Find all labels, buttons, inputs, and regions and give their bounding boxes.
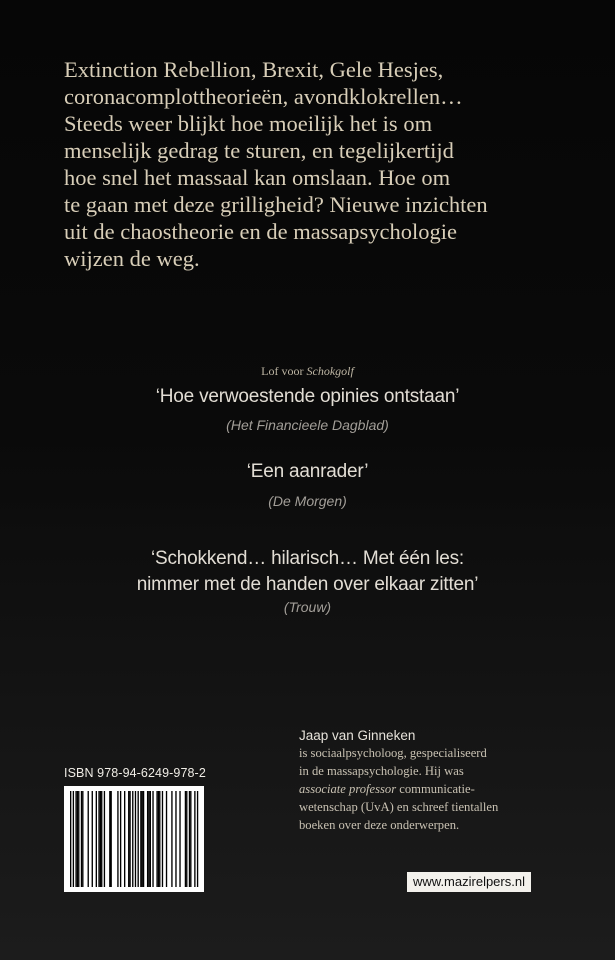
barcode-bar bbox=[150, 791, 151, 887]
barcode-bar bbox=[75, 791, 76, 887]
barcode-bar bbox=[124, 791, 125, 887]
barcode-bar bbox=[147, 791, 148, 887]
barcode-bar bbox=[132, 791, 133, 887]
publisher-website[interactable]: www.mazirelpers.nl bbox=[407, 872, 531, 892]
blurb-line: uit de chaostheorie en de massapsychologie bbox=[64, 219, 458, 244]
barcode-bar bbox=[197, 791, 198, 887]
isbn-label: ISBN 978-94-6249-978-2 bbox=[64, 766, 206, 780]
blurb-line: coronacomplottheorieën, avondklokrellen… bbox=[64, 84, 463, 109]
praise-book-title: Schokgolf bbox=[306, 364, 354, 378]
barcode-bar bbox=[81, 791, 82, 887]
author-bio-line: in de massapsychologie. Hij was bbox=[299, 764, 464, 778]
barcode-bar bbox=[159, 791, 160, 887]
barcode-bar bbox=[117, 791, 118, 887]
barcode-bar bbox=[171, 791, 172, 887]
barcode-bar bbox=[100, 791, 101, 887]
author-bio-block bbox=[299, 728, 559, 834]
barcode-bar bbox=[190, 791, 191, 887]
praise-heading bbox=[0, 364, 615, 379]
praise-source: (Het Financieele Dagblad) bbox=[226, 417, 389, 433]
barcode-bar bbox=[129, 791, 130, 887]
praise-quote: ‘Hoe verwoestende opinies ontstaan’ bbox=[155, 386, 460, 407]
barcode-bar bbox=[142, 791, 143, 887]
author-name: Jaap van Ginneken bbox=[299, 728, 416, 743]
blurb-line: Extinction Rebellion, Brexit, Gele Hesjes, bbox=[64, 57, 444, 82]
barcode-bar bbox=[158, 791, 159, 887]
barcode-bar bbox=[135, 791, 136, 887]
author-bio-line: is sociaalpsycholoog, gespecialiseerd bbox=[299, 746, 487, 760]
praise-source: (De Morgen) bbox=[268, 493, 347, 509]
barcode-bar bbox=[78, 791, 79, 887]
praise-quote: ‘Schokkend… hilarisch… Met één les: bbox=[151, 548, 464, 569]
author-bio-fragment: communicatie- bbox=[396, 782, 475, 796]
barcode-bar bbox=[175, 791, 176, 887]
barcode-bar bbox=[194, 791, 195, 887]
barcode-bar bbox=[128, 791, 129, 887]
barcode-bar bbox=[101, 791, 102, 887]
barcode-bar bbox=[148, 791, 149, 887]
barcode-bar bbox=[138, 791, 139, 887]
barcode-bar bbox=[73, 791, 74, 887]
barcode-graphic bbox=[64, 786, 204, 892]
praise-quote: nimmer met de handen over elkaar zitten’ bbox=[136, 574, 479, 595]
barcode-bar bbox=[120, 791, 121, 887]
back-cover-blurb bbox=[64, 56, 554, 272]
barcode-bar bbox=[77, 791, 78, 887]
barcode-bar bbox=[96, 791, 97, 887]
blurb-line: menselijk gedrag te sturen, en tegelijkertijd bbox=[64, 138, 454, 163]
praise-quote: ‘Een aanrader’ bbox=[246, 461, 369, 482]
barcode-bar bbox=[166, 791, 167, 887]
barcode-bar bbox=[104, 791, 105, 887]
barcode-bar bbox=[98, 791, 99, 887]
blurb-line: Steeds weer blijkt hoe moeilijk het is om bbox=[64, 111, 433, 136]
barcode-bar bbox=[143, 791, 144, 887]
barcode-bar bbox=[186, 791, 187, 887]
praise-intro: Lof voor bbox=[261, 364, 304, 378]
praise-source: (Trouw) bbox=[283, 599, 332, 615]
author-role: associate professor bbox=[299, 782, 397, 796]
author-bio bbox=[299, 744, 559, 834]
barcode-bar bbox=[179, 791, 180, 887]
blurb-line: te gaan met deze grilligheid? Nieuwe inzichten bbox=[64, 192, 488, 217]
barcode-bar bbox=[92, 791, 93, 887]
barcode-bar bbox=[82, 791, 83, 887]
isbn-barcode bbox=[64, 786, 204, 892]
barcode-bar bbox=[88, 791, 89, 887]
blurb-line: hoe snel het massaal kan omslaan. Hoe om bbox=[64, 165, 451, 190]
barcode-bar bbox=[152, 791, 153, 887]
barcode-bar bbox=[70, 791, 71, 887]
barcode-bar bbox=[189, 791, 190, 887]
author-bio-line bbox=[299, 780, 559, 798]
barcode-bar bbox=[140, 791, 141, 887]
barcode-bar bbox=[109, 791, 110, 887]
barcode-bar bbox=[156, 791, 157, 887]
barcode-bar bbox=[185, 791, 186, 887]
barcode-bar bbox=[162, 791, 163, 887]
blurb-line: wijzen de weg. bbox=[64, 246, 200, 271]
barcode-bar bbox=[111, 791, 112, 887]
author-bio-line: boeken over deze onderwerpen. bbox=[299, 818, 460, 832]
author-bio-line: wetenschap (UvA) en schreef tientallen bbox=[299, 800, 499, 814]
